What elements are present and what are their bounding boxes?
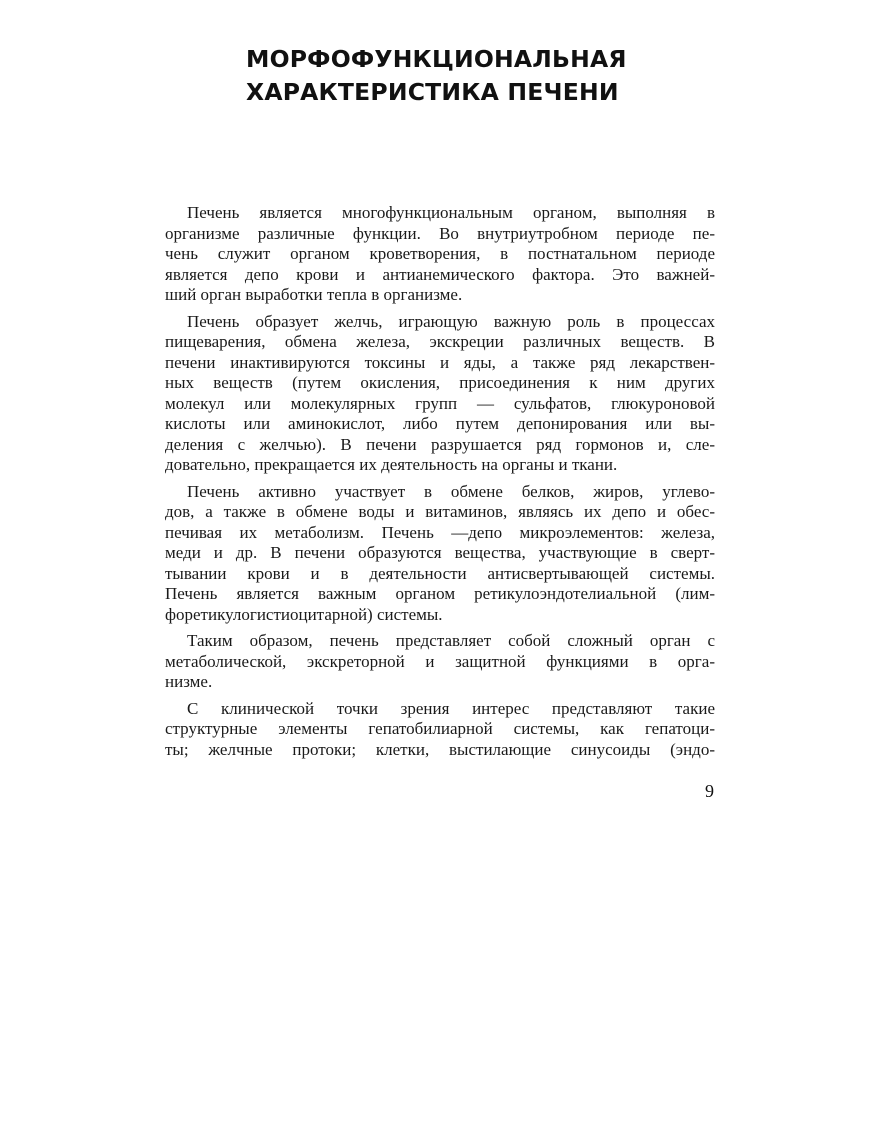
text-line: чень служит органом кроветворения, в постнатальном периоде	[165, 244, 715, 263]
text-line: пищеварения, обмена железа, экскреции различных веществ. В	[165, 332, 715, 351]
chapter-title-line-2: ХАРАКТЕРИСТИКА ПЕЧЕНИ	[246, 78, 619, 106]
text-line: структурные элементы гепатобилиарной системы, как гепатоци-	[165, 719, 715, 738]
text-line: молекул или молекулярных групп — сульфатов, глюкуроновой	[165, 393, 715, 413]
text-line: дов, а также в обмене воды и витаминов, являясь их депо и обес-	[165, 502, 715, 521]
text-line: меди и др. В печени образуются вещества, участвующие в сверт-	[165, 543, 715, 562]
text-line: печивая их метаболизм. Печень —депо микроэлементов: железа,	[165, 522, 715, 542]
paragraph	[165, 699, 715, 761]
paragraph	[165, 203, 715, 306]
paragraph	[165, 631, 715, 693]
text-line: организме различные функции. Во внутриутробном периоде пе-	[165, 223, 715, 243]
text-line: деления с желчью). В печени разрушается ряд гормонов и, сле-	[165, 434, 715, 454]
text-line: Печень образует желчь, играющую важную роль в процессах	[187, 311, 715, 331]
text-line: тывании крови и в деятельности антисвертывающей системы.	[165, 563, 715, 583]
chapter-title-line-1: МОРФОФУНКЦИОНАЛЬНАЯ	[246, 45, 627, 73]
text-line: ных веществ (путем окисления, присоединения к ним других	[165, 373, 715, 392]
body-text	[165, 203, 715, 766]
text-line: С клинической точки зрения интерес представляют такие	[187, 698, 715, 718]
text-line: Печень является многофункциональным органом, выполняя в	[187, 203, 715, 222]
text-line: Таким образом, печень представляет собой сложный орган с	[187, 631, 715, 650]
text-line: кислоты или аминокислот, либо путем депонирования или вы-	[165, 414, 715, 433]
text-line: довательно, прекращается их деятельность на органы и ткани.	[165, 455, 618, 474]
chapter-title	[246, 43, 716, 109]
page-number: 9	[705, 781, 714, 801]
text-line: форетикулогистиоцитарной) системы.	[165, 604, 443, 624]
paragraph	[165, 312, 715, 476]
text-line: Печень активно участвует в обмене белков, жиров, углево-	[187, 481, 715, 501]
text-line: ты; желчные протоки; клетки, выстилающие синусоиды (эндо-	[165, 739, 715, 759]
text-line: низме.	[165, 672, 213, 691]
text-line: метаболической, экскреторной и защитной функциями в орга-	[165, 651, 715, 671]
paragraph	[165, 482, 715, 626]
text-line: ший орган выработки тепла в организме.	[165, 285, 463, 304]
text-line: печени инактивируются токсины и яды, а также ряд лекарствен-	[165, 352, 715, 372]
text-line: Печень является важным органом ретикулоэндотелиальной (лим-	[165, 584, 715, 603]
text-line: является депо крови и антианемического фактора. Это важней-	[165, 264, 715, 284]
